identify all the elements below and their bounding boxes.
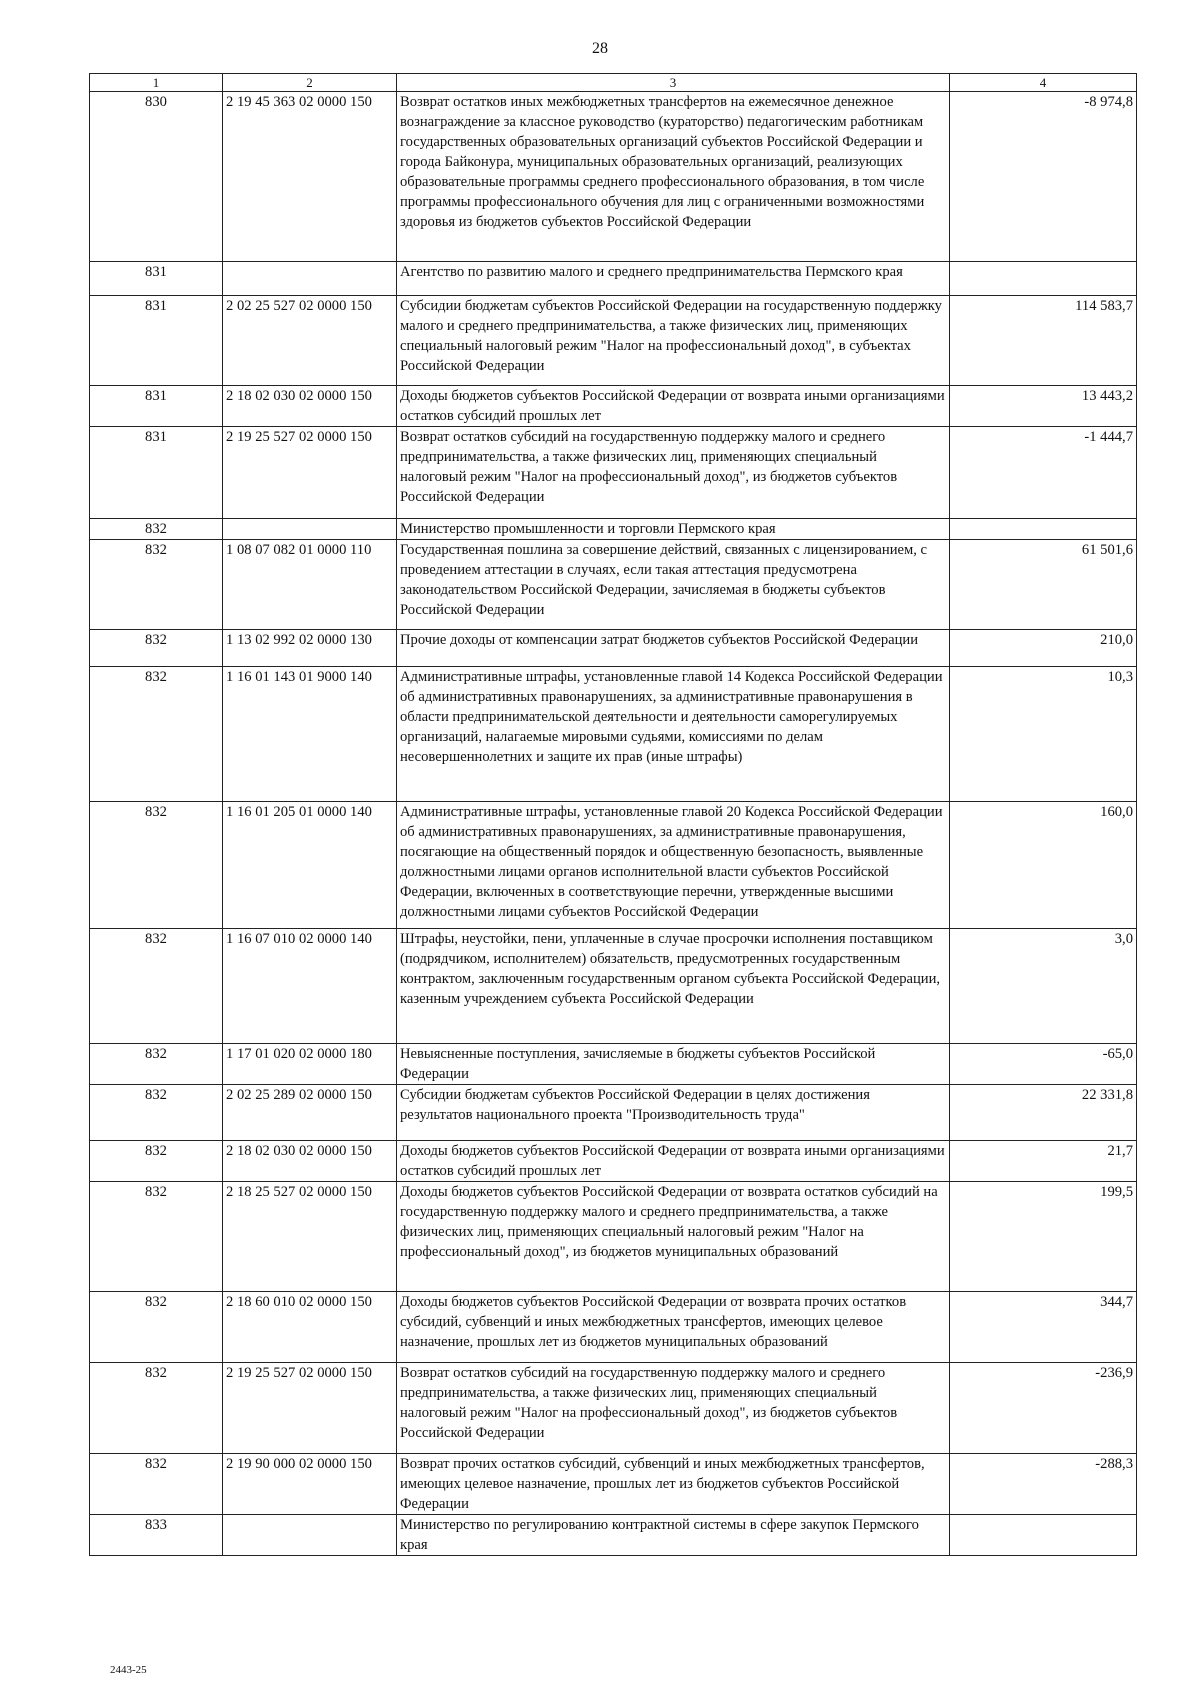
- table-row: [90, 262, 1137, 296]
- revenue-code-cell: 2 02 25 289 02 0000 150: [223, 1085, 397, 1141]
- admin-code-cell: 831: [90, 262, 223, 296]
- revenue-name-cell: Возврат остатков субсидий на государственную поддержку малого и среднего предпринимательства, а также физических лиц, применяющих специальный налоговый режим "Налог на профессиональный доход", из бюджетов субъектов Российской Федерации: [397, 1363, 950, 1454]
- revenue-code-cell: 1 16 01 143 01 9000 140: [223, 667, 397, 802]
- revenue-code-cell: 2 19 25 527 02 0000 150: [223, 1363, 397, 1454]
- revenue-name-cell: Прочие доходы от компенсации затрат бюджетов субъектов Российской Федерации: [397, 630, 950, 667]
- revenue-name-cell: Административные штрафы, установленные главой 20 Кодекса Российской Федерации об административных правонарушениях, за административные правонарушения, посягающие на общественный порядок и общественную безопасность, выявленные должностными лицами органов исполнительной власти субъектов Российской Федерации, включенных в соответствующие перечни, утвержденные высшими должностными лицами субъектов Российской Федерации: [397, 802, 950, 929]
- revenue-name-cell: Агентство по развитию малого и среднего предпринимательства Пермского края: [397, 262, 950, 296]
- amount-cell: -288,3: [950, 1454, 1137, 1515]
- amount-cell: [950, 1515, 1137, 1556]
- revenue-code-cell: 2 19 90 000 02 0000 150: [223, 1454, 397, 1515]
- revenue-code-cell: 1 08 07 082 01 0000 110: [223, 540, 397, 630]
- admin-code-cell: 831: [90, 427, 223, 519]
- revenue-code-cell: [223, 519, 397, 540]
- admin-code-cell: 832: [90, 1141, 223, 1182]
- amount-cell: [950, 519, 1137, 540]
- table-row: [90, 667, 1137, 802]
- table-row: [90, 929, 1137, 1044]
- amount-cell: -65,0: [950, 1044, 1137, 1085]
- revenue-code-cell: [223, 1515, 397, 1556]
- amount-cell: 21,7: [950, 1141, 1137, 1182]
- amount-cell: 160,0: [950, 802, 1137, 929]
- table-row: [90, 1292, 1137, 1363]
- table-row: [90, 386, 1137, 427]
- amount-cell: 13 443,2: [950, 386, 1137, 427]
- revenue-table: [89, 73, 1137, 1556]
- table-row: [90, 92, 1137, 262]
- admin-code-cell: 832: [90, 630, 223, 667]
- table-row: [90, 296, 1137, 386]
- admin-code-cell: 831: [90, 386, 223, 427]
- admin-code-cell: 832: [90, 1085, 223, 1141]
- col-header-3: 3: [397, 74, 950, 92]
- admin-code-cell: 832: [90, 929, 223, 1044]
- table-row: [90, 1085, 1137, 1141]
- admin-code-cell: 832: [90, 1363, 223, 1454]
- amount-cell: 344,7: [950, 1292, 1137, 1363]
- amount-cell: 114 583,7: [950, 296, 1137, 386]
- amount-cell: 10,3: [950, 667, 1137, 802]
- col-header-4: 4: [950, 74, 1137, 92]
- revenue-code-cell: [223, 262, 397, 296]
- revenue-name-cell: Доходы бюджетов субъектов Российской Федерации от возврата иными организациями остатков субсидий прошлых лет: [397, 1141, 950, 1182]
- amount-cell: 210,0: [950, 630, 1137, 667]
- revenue-code-cell: 2 18 02 030 02 0000 150: [223, 386, 397, 427]
- revenue-code-cell: 2 18 02 030 02 0000 150: [223, 1141, 397, 1182]
- revenue-code-cell: 1 16 01 205 01 0000 140: [223, 802, 397, 929]
- revenue-name-cell: Невыясненные поступления, зачисляемые в бюджеты субъектов Российской Федерации: [397, 1044, 950, 1085]
- revenue-code-cell: 2 19 25 527 02 0000 150: [223, 427, 397, 519]
- table-row: [90, 630, 1137, 667]
- table-row: [90, 1182, 1137, 1292]
- admin-code-cell: 832: [90, 540, 223, 630]
- revenue-code-cell: 1 16 07 010 02 0000 140: [223, 929, 397, 1044]
- table-row: [90, 1141, 1137, 1182]
- table-row: [90, 802, 1137, 929]
- revenue-name-cell: Возврат остатков иных межбюджетных трансфертов на ежемесячное денежное вознаграждение за классное руководство (кураторство) педагогическим работникам государственных образовательных организаций субъектов Российской Федерации и города Байконура, муниципальных образовательных организаций, реализующих образовательные программы среднего профессионального образования, в том числе программы профессионального обучения для лиц с ограниченными возможностями здоровья из бюджетов субъектов Российской Федерации: [397, 92, 950, 262]
- revenue-name-cell: Доходы бюджетов субъектов Российской Федерации от возврата прочих остатков субсидий, субвенций и иных межбюджетных трансфертов, имеющих целевое назначение, прошлых лет из бюджетов муниципальных образований: [397, 1292, 950, 1363]
- admin-code-cell: 832: [90, 1292, 223, 1363]
- revenue-name-cell: Возврат остатков субсидий на государственную поддержку малого и среднего предпринимательства, а также физических лиц, применяющих специальный налоговый режим "Налог на профессиональный доход", из бюджетов субъектов Российской Федерации: [397, 427, 950, 519]
- page-number: 28: [592, 40, 608, 57]
- amount-cell: [950, 262, 1137, 296]
- admin-code-cell: 832: [90, 519, 223, 540]
- admin-code-cell: 832: [90, 1182, 223, 1292]
- amount-cell: 22 331,8: [950, 1085, 1137, 1141]
- footer-code: 2443-25: [110, 1664, 147, 1676]
- header-row: [90, 74, 1137, 92]
- revenue-code-cell: 2 19 45 363 02 0000 150: [223, 92, 397, 262]
- admin-code-cell: 832: [90, 802, 223, 929]
- revenue-code-cell: 2 18 60 010 02 0000 150: [223, 1292, 397, 1363]
- revenue-name-cell: Возврат прочих остатков субсидий, субвенций и иных межбюджетных трансфертов, имеющих целевое назначение, прошлых лет из бюджетов субъектов Российской Федерации: [397, 1454, 950, 1515]
- amount-cell: 199,5: [950, 1182, 1137, 1292]
- revenue-code-cell: 1 17 01 020 02 0000 180: [223, 1044, 397, 1085]
- table-row: [90, 427, 1137, 519]
- admin-code-cell: 832: [90, 1454, 223, 1515]
- revenue-code-cell: 2 18 25 527 02 0000 150: [223, 1182, 397, 1292]
- revenue-code-cell: 1 13 02 992 02 0000 130: [223, 630, 397, 667]
- col-header-2: 2: [223, 74, 397, 92]
- col-header-1: 1: [90, 74, 223, 92]
- amount-cell: -1 444,7: [950, 427, 1137, 519]
- amount-cell: -8 974,8: [950, 92, 1137, 262]
- revenue-name-cell: Государственная пошлина за совершение действий, связанных с лицензированием, с проведением аттестации в случаях, если такая аттестация предусмотрена законодательством Российской Федерации, зачисляемая в бюджеты субъектов Российской Федерации: [397, 540, 950, 630]
- admin-code-cell: 831: [90, 296, 223, 386]
- table-row: [90, 1454, 1137, 1515]
- table-row: [90, 1515, 1137, 1556]
- admin-code-cell: 830: [90, 92, 223, 262]
- revenue-name-cell: Министерство промышленности и торговли Пермского края: [397, 519, 950, 540]
- admin-code-cell: 832: [90, 1044, 223, 1085]
- amount-cell: -236,9: [950, 1363, 1137, 1454]
- revenue-name-cell: Субсидии бюджетам субъектов Российской Федерации в целях достижения результатов национального проекта "Производительность труда": [397, 1085, 950, 1141]
- table-row: [90, 519, 1137, 540]
- table-row: [90, 1363, 1137, 1454]
- revenue-name-cell: Штрафы, неустойки, пени, уплаченные в случае просрочки исполнения поставщиком (подрядчиком, исполнителем) обязательств, предусмотренных государственным контрактом, заключенным государственным органом субъекта Российской Федерации, казенным учреждением субъекта Российской Федерации: [397, 929, 950, 1044]
- admin-code-cell: 833: [90, 1515, 223, 1556]
- revenue-name-cell: Доходы бюджетов субъектов Российской Федерации от возврата остатков субсидий на государственную поддержку малого и среднего предпринимательства, а также физических лиц, применяющих специальный налоговый режим "Налог на профессиональный доход", из бюджетов муниципальных образований: [397, 1182, 950, 1292]
- revenue-name-cell: Доходы бюджетов субъектов Российской Федерации от возврата иными организациями остатков субсидий прошлых лет: [397, 386, 950, 427]
- table-row: [90, 1044, 1137, 1085]
- revenue-name-cell: Административные штрафы, установленные главой 14 Кодекса Российской Федерации об административных правонарушениях, за административные правонарушения в области предпринимательской деятельности и деятельности саморегулируемых организаций, налагаемые мировыми судьями, комиссиями по делам несовершеннолетних и защите их прав (иные штрафы): [397, 667, 950, 802]
- revenue-name-cell: Министерство по регулированию контрактной системы в сфере закупок Пермского края: [397, 1515, 950, 1556]
- table-row: [90, 540, 1137, 630]
- admin-code-cell: 832: [90, 667, 223, 802]
- amount-cell: 3,0: [950, 929, 1137, 1044]
- amount-cell: 61 501,6: [950, 540, 1137, 630]
- revenue-code-cell: 2 02 25 527 02 0000 150: [223, 296, 397, 386]
- revenue-name-cell: Субсидии бюджетам субъектов Российской Федерации на государственную поддержку малого и среднего предпринимательства, а также физических лиц, применяющих специальный налоговый режим "Налог на профессиональный доход", в субъектах Российской Федерации: [397, 296, 950, 386]
